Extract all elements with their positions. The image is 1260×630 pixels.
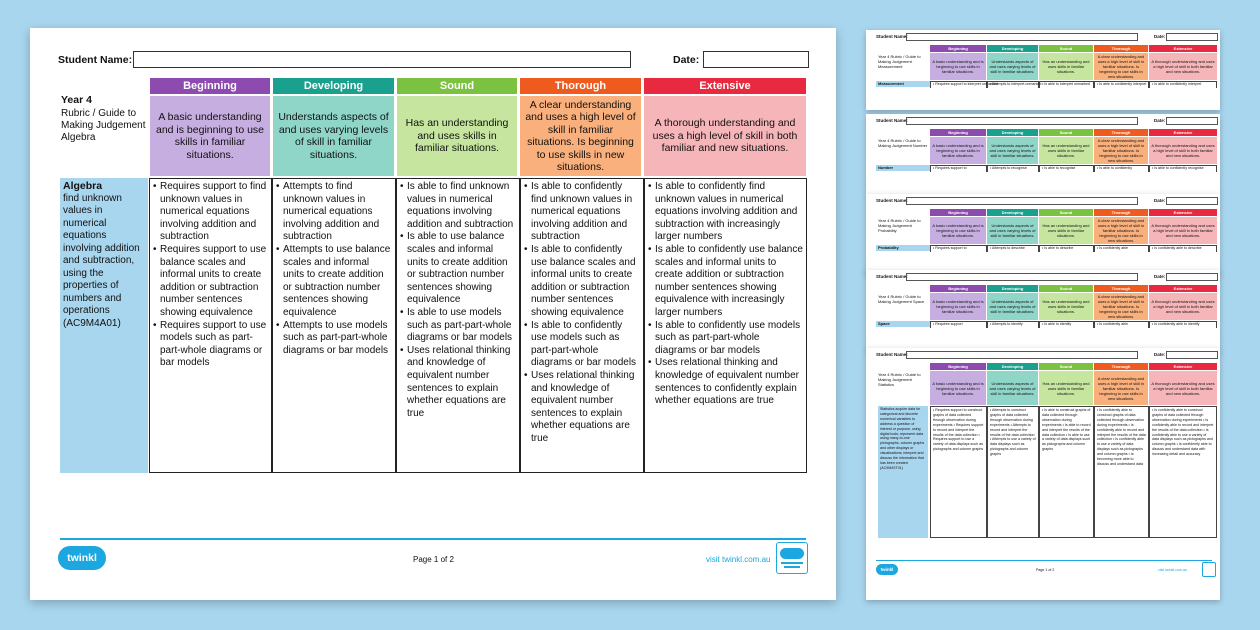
thumb-title: Year 4 Rubric / Guide to Making Judgement Probability (878, 218, 921, 233)
desc-developing: Understands aspects of and uses varying levels of skill in familiar situations. (273, 96, 394, 176)
thumb-date-label: Date: (1154, 118, 1166, 123)
thumb-title: Year 4 Rubric / Guide to Making Judgement Statistics (878, 372, 921, 387)
thumb-quality-badge-icon (1202, 562, 1216, 577)
criterion: • Is able to confidently find unknown values in numerical equations involving addition and subtraction (524, 181, 640, 244)
thumb-level: Beginning (930, 129, 986, 136)
thumb-level: Thorough (1094, 45, 1148, 52)
thumb-footer-divider (876, 560, 1212, 561)
criterion: • Attempts to find unknown values in numerical equations involving addition and subtraction (276, 181, 392, 244)
thumb-desc: A thorough understanding and uses a high level of skill in both familiar and new situations. (1149, 137, 1217, 164)
thumb-date-field (1166, 197, 1218, 205)
thumb-cell: • Is confidently able to identify (1149, 321, 1217, 328)
level-developing: Developing (273, 78, 394, 94)
thumb-desc: A thorough understanding and uses a high level of skill in both familiar and new situations. (1149, 293, 1217, 320)
thumb-desc: A basic understanding and is beginning to use skills in familiar situations. (930, 217, 986, 244)
thumb-desc: A basic understanding and is beginning to use skills in familiar situations. (930, 137, 986, 164)
thumb-cell: • Is confidently able to construct graphs of data collected through observation during experiments • Is confidently able to record and interpret the results of the data collection • Is confidently able to use a variety of data displays such as pictographs and column graphs • Is becoming more able to discuss and understand data (1094, 406, 1149, 538)
thumb-level: Thorough (1094, 363, 1148, 370)
thumb-desc: A clear understanding and uses a high level of skill in familiar situations. Is beginning to use skills in new situations. (1094, 53, 1148, 80)
thumb-cell: • Attempts to interpret unmarked (987, 81, 1039, 88)
thumb-desc: A basic understanding and is beginning to use skills in familiar situations. (930, 53, 986, 80)
thumb-date-field (1166, 117, 1218, 125)
thumb-level: Thorough (1094, 129, 1148, 136)
thumb-cell: • Is able to confidently (1094, 165, 1149, 172)
criteria-thorough (520, 178, 644, 473)
thumbnail-space[interactable] (866, 270, 1220, 350)
thumb-level: Sound (1039, 45, 1093, 52)
thumb-level: Extensive (1149, 45, 1217, 52)
strand-cell (60, 178, 148, 473)
thumb-title: Year 4 Rubric / Guide to Making Judgement Space (878, 294, 925, 304)
level-thorough: Thorough (520, 78, 641, 94)
criterion: • Requires support to find unknown values in numerical equations involving addition and subtraction (153, 181, 268, 244)
thumb-level: Beginning (930, 209, 986, 216)
thumb-level: Sound (1039, 129, 1093, 136)
criteria-developing (272, 178, 396, 473)
thumb-desc: A basic understanding and is beginning to use skills in familiar situations. (930, 293, 986, 320)
thumb-cell: • Is confidently able (1094, 245, 1149, 252)
thumb-cell: • Is able to confidently recognise (1149, 165, 1217, 172)
thumb-title: Year 4 Rubric / Guide to Making Judgement Measurement (878, 54, 921, 69)
thumb-twinkl-logo: twinkl (876, 564, 898, 575)
strand-text: find unknown values in numerical equations involving addition and subtraction, using the properties of numbers and operations (63, 192, 140, 316)
thumb-cell: • Is able to construct graphs of data collected through observation during experiments • Is able to record and interpret the results of the data collection • Is able to use a variety of data displays such as pictographs and column graphs (1039, 406, 1094, 538)
thumb-level: Developing (987, 45, 1038, 52)
thumb-name-label: Student Name: (876, 118, 908, 123)
thumb-level: Sound (1039, 285, 1093, 292)
thumb-level: Developing (987, 285, 1038, 292)
thumb-cell: • Is able to identify (1039, 321, 1094, 328)
thumb-desc: Has an understanding and uses skills in familiar situations. (1039, 217, 1093, 244)
thumb-level: Developing (987, 209, 1038, 216)
desc-thorough: A clear understanding and uses a high level of skill in familiar situations. Is beginning to use skills in new situations. (520, 96, 641, 176)
criterion: • Requires support to use models such as part-part-whole diagrams or bar models (153, 320, 268, 370)
thumb-cell: • Attempts to describe (987, 245, 1039, 252)
criterion: • Is able to confidently find unknown values in numerical equations involving addition and subtraction with increasingly larger numbers (648, 181, 803, 244)
level-sound: Sound (397, 78, 517, 94)
criterion: • Is able to use balance scales and informal units to create addition or subtraction number sentences showing equivalence (400, 231, 516, 307)
student-name-field[interactable] (133, 51, 631, 68)
thumb-level: Beginning (930, 363, 986, 370)
criterion: • Is able to find unknown values in numerical equations involving addition and subtraction (400, 181, 516, 231)
thumb-desc: Understands aspects of and uses varying levels of skill in familiar situations. (987, 371, 1038, 405)
thumb-strand: Space (876, 321, 930, 327)
thumb-desc: A clear understanding and uses a high level of skill in familiar situations. Is beginning to use skills in new situations. (1094, 137, 1148, 164)
criterion: • Is able to confidently use models such as part-part-whole diagrams or bar models (648, 320, 803, 358)
thumb-name-label: Student Name: (876, 274, 908, 279)
criterion: • Uses relational thinking and knowledge of equivalent number sentences to explain whether equations are true (524, 370, 640, 446)
thumb-strand: Measurement (876, 81, 930, 87)
thumb-name-label: Student Name: (876, 352, 908, 357)
criterion: • Attempts to use models such as part-part-whole diagrams or bar models (276, 320, 392, 358)
page-number: Page 1 of 2 (413, 555, 454, 564)
thumb-strand: Probability (876, 245, 930, 251)
thumb-page-number: Page 1 of 2 (1036, 568, 1055, 572)
thumb-cell: • Requires support to (930, 165, 987, 172)
thumb-strand: Number (876, 165, 930, 171)
thumb-level: Extensive (1149, 285, 1217, 292)
student-name-label: Student Name: (58, 54, 133, 66)
criterion: • Requires support to use balance scales and informal units to create addition or subtraction number sentences showing equivalence (153, 244, 268, 320)
thumb-date-field (1166, 351, 1218, 359)
criterion: • Is able to use models such as part-part-whole diagrams or bar models (400, 307, 516, 345)
thumb-level: Developing (987, 363, 1038, 370)
level-beginning: Beginning (150, 78, 270, 94)
thumb-desc: A thorough understanding and uses a high level of skill in both familiar and new situations. (1149, 371, 1217, 405)
thumb-desc: Understands aspects of and uses varying levels of skill in familiar situations. (987, 217, 1038, 244)
thumb-cell: • Attempts to construct graphs of data collected through observation during experiments • Attempts to record and interpret the results of the data collection • Attempts to use a variety of data displays such as pictographs and column graphs (987, 406, 1039, 538)
criteria-extensive (644, 178, 807, 473)
thumb-cell: • Is confidently able to construct graphs of data collected through observation during experiments • Is confidently able to record and interpret the results of the data collection • Is confidently able to use a variety of data displays such as pictographs and column graphs • Is confidently able to discuss and understand data with increasing detail and accuracy (1149, 406, 1217, 538)
desc-extensive: A thorough understanding and uses a high level of skill in both familiar and new situations. (644, 96, 806, 176)
criterion: • Is able to confidently use balance scales and informal units to create addition or subtraction number sentences showing equivalence with increasingly larger numbers (648, 244, 803, 320)
thumb-date-label: Date: (1154, 274, 1166, 279)
date-field[interactable] (703, 51, 809, 68)
thumb-level: Beginning (930, 285, 986, 292)
thumb-level: Thorough (1094, 209, 1148, 216)
thumb-desc: Has an understanding and uses skills in familiar situations. (1039, 371, 1093, 405)
thumb-title: Year 4 Rubric / Guide to Making Judgement Number (878, 138, 928, 148)
criterion: • Attempts to use balance scales and informal units to create addition or subtraction number sentences showing equivalence (276, 244, 392, 320)
thumb-date-field (1166, 33, 1218, 41)
thumb-cell: • Is confidently able (1094, 321, 1149, 328)
thumb-level: Sound (1039, 363, 1093, 370)
thumb-cell: • Is able to confidently interpret (1149, 81, 1217, 88)
criteria-beginning (149, 178, 272, 473)
thumb-desc: Has an understanding and uses skills in familiar situations. (1039, 293, 1093, 320)
thumbnail-number[interactable] (866, 114, 1220, 194)
thumb-cell: • Is confidently able to describe (1149, 245, 1217, 252)
thumb-level: Developing (987, 129, 1038, 136)
thumb-desc: A clear understanding and uses a high level of skill in familiar situations. Is beginning to use skills in new situations. (1094, 371, 1148, 405)
thumb-date-label: Date: (1154, 198, 1166, 203)
thumb-desc: Understands aspects of and uses varying levels of skill in familiar situations. (987, 293, 1038, 320)
thumb-desc: A thorough understanding and uses a high level of skill in both familiar and new situations. (1149, 53, 1217, 80)
strand-code: (AC9M4A01) (63, 317, 121, 329)
thumb-name-field (906, 33, 1138, 41)
thumb-level: Beginning (930, 45, 986, 52)
thumb-website-link: visit twinkl.com.au (1158, 568, 1187, 572)
website-link[interactable]: visit twinkl.com.au (706, 555, 771, 564)
desc-beginning: A basic understanding and is beginning to use skills in familiar situations. (150, 96, 270, 176)
thumb-cell: • Requires support (930, 321, 987, 328)
criteria-sound (396, 178, 520, 473)
thumb-cell: • Is able to describe (1039, 245, 1094, 252)
thumb-name-field (906, 197, 1138, 205)
twinkl-logo: twinkl (58, 546, 106, 570)
thumb-level: Extensive (1149, 209, 1217, 216)
thumb-name-label: Student Name: (876, 34, 908, 39)
thumb-cell: • Requires support to interpret unmarked (930, 81, 987, 88)
thumbnail-measurement[interactable] (866, 30, 1220, 110)
thumb-level: Sound (1039, 209, 1093, 216)
thumb-desc: A clear understanding and uses a high level of skill in familiar situations. Is beginning to use skills in new situations. (1094, 217, 1148, 244)
thumb-level: Thorough (1094, 285, 1148, 292)
thumb-name-field (906, 273, 1138, 281)
thumb-cell: • Attempts to identify (987, 321, 1039, 328)
thumb-date-field (1166, 273, 1218, 281)
thumb-desc: Understands aspects of and uses varying levels of skill in familiar situations. (987, 53, 1038, 80)
thumb-desc: Has an understanding and uses skills in familiar situations. (1039, 137, 1093, 164)
thumb-cell: • Is able to recognise (1039, 165, 1094, 172)
thumb-name-field (906, 117, 1138, 125)
thumbnail-probability[interactable] (866, 194, 1220, 274)
footer-divider (60, 538, 806, 540)
thumb-desc: Understands aspects of and uses varying levels of skill in familiar situations. (987, 137, 1038, 164)
thumb-cell: • Requires support to (930, 245, 987, 252)
thumb-strand: Statistics acquire data for categorical and discrete numerical variables to address a question of interest or purpose, using digital tools; represent data using many-to-one pictographs, column graphs and other displays or visualisations; interpret and discuss the information that has been created (AC9M4ST01) (878, 406, 928, 538)
level-extensive: Extensive (644, 78, 806, 94)
criterion: • Uses relational thinking and knowledge of equivalent number sentences to explain whether equations are true (400, 345, 516, 421)
thumb-name-field (906, 351, 1138, 359)
thumb-level: Extensive (1149, 129, 1217, 136)
thumb-cell: • Attempts to recognise (987, 165, 1039, 172)
criterion: • Is able to confidently use balance scales and informal units to create addition or subtraction number sentences showing equivalence (524, 244, 640, 320)
thumbnail-statistics[interactable] (866, 348, 1220, 600)
thumb-desc: Has an understanding and uses skills in familiar situations. (1039, 53, 1093, 80)
year-label: Year 4 (61, 94, 92, 106)
thumb-cell: • Is able to interpret unmarked (1039, 81, 1094, 88)
rubric-page (30, 28, 836, 600)
title-block (61, 94, 149, 144)
criterion: • Uses relational thinking and knowledge of equivalent number sentences to confidently explain whether equations are true (648, 357, 803, 407)
thumb-level: Extensive (1149, 363, 1217, 370)
thumb-date-label: Date: (1154, 352, 1166, 357)
rubric-subtitle: Rubric / Guide to Making Judgement Algebra (61, 108, 146, 143)
thumb-cell: • Requires support to construct graphs of data collected through observation during experiments • Requires support to record and interpret the results of the data collection • Requires support to use a variety of data displays such as pictographs and column graphs (930, 406, 987, 538)
thumb-cell: • Is able to confidently interpret (1094, 81, 1149, 88)
thumb-date-label: Date: (1154, 34, 1166, 39)
thumb-desc: A basic understanding and is beginning to use skills in familiar situations. (930, 371, 986, 405)
criterion: • Is able to confidently use models such as part-part-whole diagrams or bar models (524, 320, 640, 370)
thumb-name-label: Student Name: (876, 198, 908, 203)
strand-name: Algebra (63, 180, 103, 192)
quality-badge-icon (776, 542, 808, 574)
thumb-desc: A clear understanding and uses a high level of skill in familiar situations. Is beginning to use skills in new situations. (1094, 293, 1148, 320)
date-label: Date: (673, 54, 700, 66)
desc-sound: Has an understanding and uses skills in familiar situations. (397, 96, 517, 176)
thumb-desc: A thorough understanding and uses a high level of skill in both familiar and new situations. (1149, 217, 1217, 244)
